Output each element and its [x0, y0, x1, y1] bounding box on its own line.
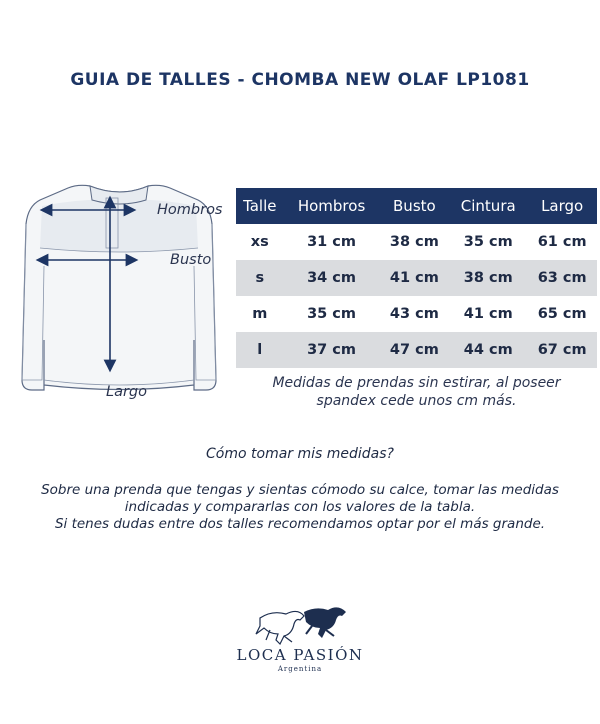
cell-size: m [252, 306, 268, 322]
table-row [236, 332, 597, 368]
cell-busto: 47 cm [380, 332, 450, 368]
brand-name: LOCA PASIÓN [236, 646, 364, 664]
table-row [236, 296, 597, 332]
label-largo: Largo [106, 384, 148, 400]
note-line-2: spandex cede unos cm más. [316, 393, 517, 409]
table-row [236, 224, 597, 260]
page-title: GUIA DE TALLES - CHOMBA NEW OLAF LP1081 [70, 70, 530, 90]
header-cintura: Cintura [449, 188, 527, 224]
how-to-line-1: Sobre una prenda que tengas y sientas cómodo su calce, tomar las medidas [41, 482, 559, 498]
measurement-note [236, 374, 597, 410]
cell-largo: 63 cm [527, 260, 597, 296]
cell-cintura: 44 cm [449, 332, 527, 368]
cell-size: s [236, 260, 284, 296]
cell-hombros: 35 cm [307, 306, 357, 322]
cell-largo: 61 cm [537, 234, 587, 250]
header-talle: Talle [236, 188, 284, 224]
cell-hombros: 31 cm [307, 234, 357, 250]
how-to-body [20, 482, 580, 533]
size-table [236, 188, 597, 368]
label-busto: Busto [170, 252, 212, 268]
how-to-line-3: Si tenes dudas entre dos talles recomendamos optar por el más grande. [54, 516, 546, 532]
header-largo: Largo [527, 188, 597, 224]
cell-busto: 41 cm [380, 260, 450, 296]
cell-cintura: 41 cm [463, 306, 513, 322]
label-hombros: Hombros [157, 202, 223, 218]
header-hombros: Hombros [284, 188, 380, 224]
cell-cintura: 38 cm [449, 260, 527, 296]
cell-size: l [236, 332, 284, 368]
how-to-title: Cómo tomar mis medidas? [206, 446, 394, 462]
note-line-1: Medidas de prendas sin estirar, al poseer [272, 375, 561, 391]
cell-largo: 67 cm [527, 332, 597, 368]
cell-hombros: 37 cm [284, 332, 380, 368]
cell-cintura: 35 cm [463, 234, 513, 250]
cell-size: xs [250, 234, 269, 250]
brand-subtitle: Argentina [277, 665, 323, 673]
table-row [236, 260, 597, 296]
header-busto: Busto [380, 188, 450, 224]
how-to-line-2: indicadas y compararlas con los valores de la tabla. [124, 499, 476, 515]
cell-busto: 43 cm [389, 306, 439, 322]
cell-hombros: 34 cm [284, 260, 380, 296]
table-header-row [236, 188, 597, 224]
cell-largo: 65 cm [537, 306, 587, 322]
cell-busto: 38 cm [389, 234, 439, 250]
